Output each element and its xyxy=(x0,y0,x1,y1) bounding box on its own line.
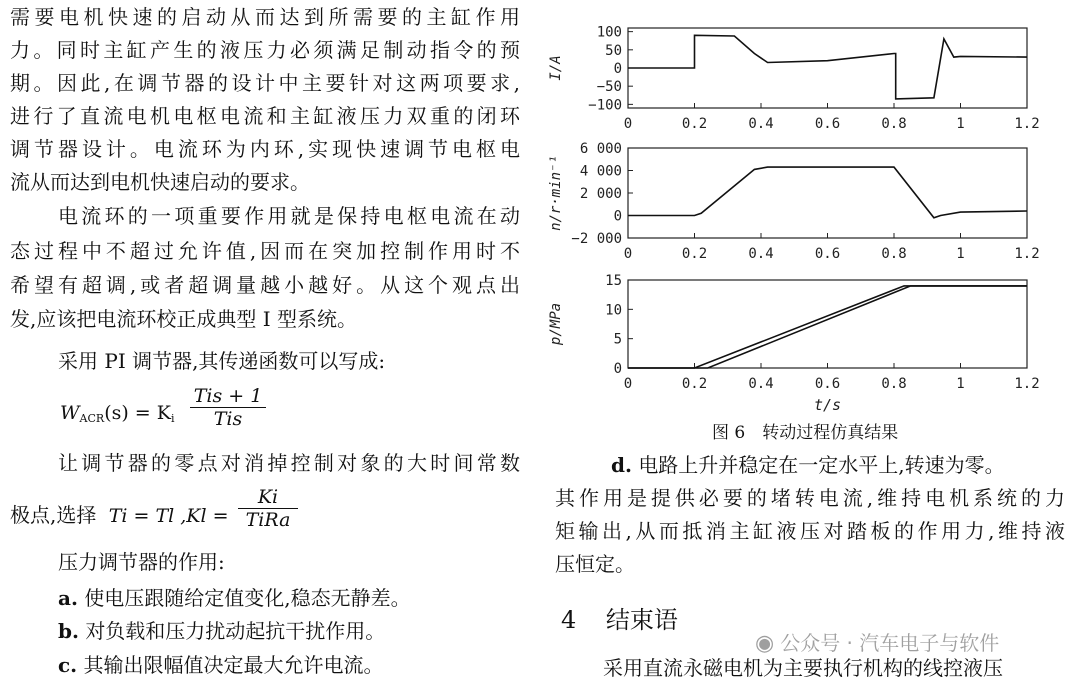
x-tick-label: 0.4 xyxy=(748,116,774,132)
body-line: 采用 PI 调节器,其传递函数可以写成: xyxy=(58,349,386,373)
x-tick-label: 1 xyxy=(956,246,965,262)
body-line: 期。因此,在调节器的设计中主要针对这两项要求, xyxy=(10,71,520,95)
body-line: 压力调节器的作用: xyxy=(58,550,225,574)
x-tick-label: 0.8 xyxy=(881,246,907,262)
body-line: 希望有超调,或者超调量越小越好。从这个观点出 xyxy=(10,273,520,297)
body-line: d. 电路上升并稳定在一定水平上,转速为零。 xyxy=(611,453,1005,477)
body-line: 让调节器的零点对消掉控制对象的大时间常数 xyxy=(58,451,520,475)
body-line: 态过程中不超过允许值,因而在突加控制作用时不 xyxy=(10,239,520,263)
wechat-icon: ◉ xyxy=(755,631,775,656)
x-tick-label: 1.2 xyxy=(1014,116,1040,132)
y-tick-label: 100 xyxy=(596,24,622,41)
body-line: 电流环的一项重要作用就是保持电枢电流在动 xyxy=(58,204,520,228)
x-tick-label: 1 xyxy=(956,376,965,392)
body-line: 进行了直流电机电枢电流和主缸液压力双重的闭环 xyxy=(10,104,520,128)
list-item: c. 其输出限幅值决定最大允许电流。 xyxy=(58,653,384,677)
y-tick-label: −2 000 xyxy=(571,231,622,247)
x-tick-label: 1 xyxy=(956,116,965,132)
y-axis-label: p/MPa xyxy=(548,302,564,346)
body-line: 其作用是提供必要的堵转电流,维持电机系统的力 xyxy=(555,486,1065,510)
y-tick-label: −50 xyxy=(596,79,622,96)
x-tick-label: 0.4 xyxy=(748,376,774,392)
y-tick-label: 0 xyxy=(613,361,622,377)
body-line: 压恒定。 xyxy=(555,552,635,576)
body-line: 调节器设计。电流环为内环,实现快速调节电枢电 xyxy=(10,137,520,161)
figure-caption: 图 6 转动过程仿真结果 xyxy=(712,423,899,443)
gain-fraction: Ki TiRa xyxy=(238,486,298,531)
x-tick-label: 0.6 xyxy=(814,116,841,132)
section-heading: 4 结束语 xyxy=(561,606,678,634)
body-line: 极点,选择 Ti = Tl ,Kl = xyxy=(10,503,229,527)
series-line xyxy=(628,286,1027,368)
body-line: 采用直流永磁电机为主要执行机构的线控液压 xyxy=(603,656,1003,680)
y-tick-label: 50 xyxy=(605,42,622,59)
y-tick-label: 4 000 xyxy=(579,163,622,180)
x-tick-label: 0.2 xyxy=(681,246,708,262)
y-tick-label: 5 xyxy=(613,331,622,348)
watermark: ◉ 公众号 · 汽车电子与软件 xyxy=(755,631,1000,656)
x-tick-label: 0.6 xyxy=(814,246,841,262)
x-tick-label: 0 xyxy=(623,376,633,392)
x-tick-label: 1.2 xyxy=(1014,246,1040,262)
y-tick-label: 0 xyxy=(613,61,622,77)
y-axis-label: n/r·min⁻¹ xyxy=(548,155,564,231)
series-line xyxy=(628,35,1027,99)
simulation-figure xyxy=(540,20,1070,415)
x-tick-label: 0 xyxy=(623,246,633,262)
x-tick-label: 0.8 xyxy=(881,376,907,392)
body-line: 力。同时主缸产生的液压力必须满足制动指令的预 xyxy=(10,38,520,62)
x-tick-label: 0.2 xyxy=(681,116,708,132)
y-tick-label: 2 000 xyxy=(579,186,622,202)
x-tick-label: 0.6 xyxy=(814,376,841,392)
series-line xyxy=(628,167,1027,218)
x-tick-label: 0.8 xyxy=(881,116,907,132)
list-item: a. 使电压跟随给定值变化,稳态无静差。 xyxy=(58,586,411,610)
body-line: 矩输出,从而抵消主缸液压对踏板的作用力,维持液 xyxy=(555,519,1065,543)
x-tick-label: 0 xyxy=(623,116,633,132)
list-item: b. 对负载和压力扰动起抗干扰作用。 xyxy=(58,619,386,643)
transfer-function-fraction: Tis + 1 Tis xyxy=(190,385,266,430)
y-tick-label: 10 xyxy=(605,302,622,319)
y-tick-label: 15 xyxy=(605,273,622,289)
y-tick-label: −100 xyxy=(588,97,622,114)
x-tick-label: 0.4 xyxy=(748,246,774,262)
body-line: 流从而达到电机快速启动的要求。 xyxy=(10,170,310,194)
x-axis-label: t/s xyxy=(813,396,842,414)
series-line xyxy=(628,286,1027,368)
y-axis-label: I/A xyxy=(548,55,564,81)
plot-frame xyxy=(628,280,1027,368)
y-tick-label: 6 000 xyxy=(579,141,622,157)
transfer-function-lhs: $W_{ACR}(s) = K_i$ xyxy=(60,402,175,425)
x-tick-label: 0.2 xyxy=(681,376,708,392)
x-tick-label: 1.2 xyxy=(1014,376,1040,392)
plot-frame xyxy=(628,148,1027,238)
y-tick-label: 0 xyxy=(613,208,622,225)
body-line: 需要电机快速的启动从而达到所需要的主缸作用 xyxy=(10,5,520,29)
body-line: 发,应该把电流环校正成典型 Ⅰ 型系统。 xyxy=(10,307,357,331)
